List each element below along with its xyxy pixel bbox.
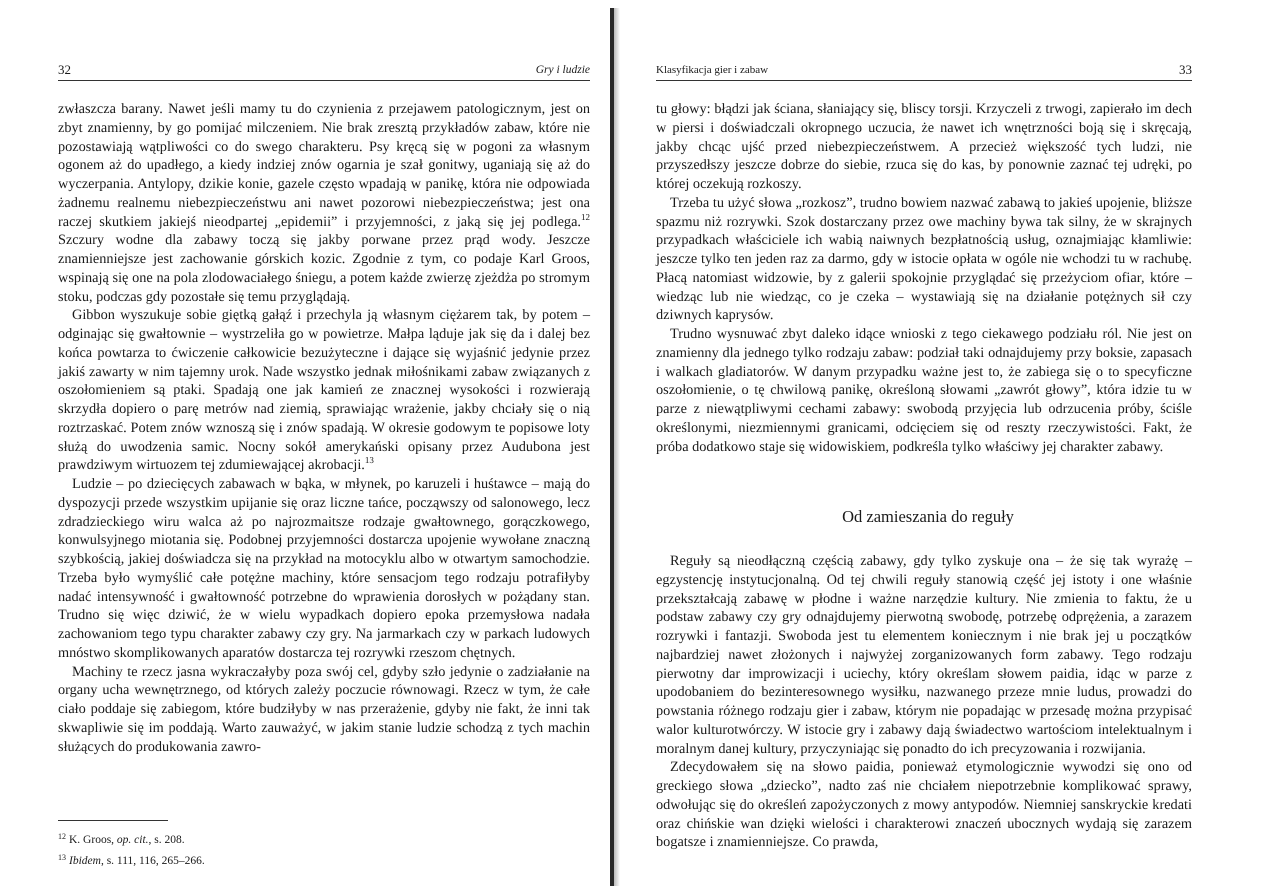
- body-text-lower: [656, 552, 1192, 852]
- header-rule: [58, 80, 590, 81]
- footnote: $^{12}$ K. Groos, op. cit., s. 208.: [58, 832, 185, 846]
- paragraph: tu głowy: błądzi jak ściana, słaniający się, bliscy torsji. Krzyczeli z trwogi, zapierało im dech w piersi i doświadczali okropnego uczucia, że nawet ich wnętrzności boją się i skręcają, jakby chcąc ujść przed niebezpieczeństwem. A przecież większość tych ludzi, nie przyszedłszy jeszcze dobrze do siebie, rzuca się do kas, by ponownie zaznać tej udręki, po której oczekują rozkoszy.: [656, 101, 1192, 192]
- left-page: [0, 0, 610, 894]
- paragraph: zwłaszcza barany. Nawet jeśli mamy tu do czynienia z przejawem patologicznym, jest on zbyt znamienny, by go pomijać milczeniem. Nie brak zresztą przykładów zabaw, które nie pozostawiają wątpliwości co do swego charakteru. Psy kręcą się w pogoni za własnym ogonem aż do upadłego, a kiedy indziej znów ogarnia je szał gonitwy, uganiają się aż do wyczerpania. Antylopy, dzikie konie, gazele często wpadają w panikę, która nie odpowiada żadnemu realnemu niebezpieczeństwu ani nawet pozorowi niebezpieczeństwa; jest ona raczej skutkiem jakiejś nieodpartej „epidemii” i przyjemności, z jaką się jej podlega.$^{12}$ Szczury wodne dla zabawy toczą się jakby porwane przez prąd wody. Jeszcze znamienniejsze jest zachowanie górskich kozic. Zgodnie z tym, co podaje Karl Groos, wspinają się one na pola zlodowaciałego śniegu, a potem każde zwierzę zjeżdża po stromym stoku, podczas gdy pozostałe się temu przyglądają.: [58, 101, 590, 305]
- running-head: Klasyfikacja gier i zabaw: [656, 64, 769, 76]
- header-rule: [656, 80, 1192, 81]
- paragraph: Trudno wysnuwać zbyt daleko idące wnioski z tego ciekawego podziału ról. Nie jest on znamienny dla jednego tylko rodzaju zabaw: podział taki odnajdujemy przy boksie, zapasach i walkach gladiatorów. W danym przypadku ważne jest to, że zabiega się o to specyficzne oszołomienie, o tę chwilową panikę, określoną słowami „zawrót głowy”, która idzie tu w parze z niewątpliwymi cechami zabawy: swobodą przyjęcia lub odrzucenia próby, ściśle określonymi, niezmiennymi granicami, odcięciem się od reszty rzeczywistości. Fakt, że próba dodatkowo staje się widowiskiem, podkreśla tylko właściwy jej charakter zabawy.: [656, 326, 1192, 455]
- paragraph: Machiny te rzecz jasna wykraczałyby poza swój cel, gdyby szło jedynie o zadziałanie na organy ucha wewnętrznego, od których zależy poczucie równowagi. Rzecz w tym, że całe ciało poddaje się zabiegom, które budziłyby w nas przerażenie, gdyby nie fakt, że inni tak skwapliwie się im poddają. Warto zauważyć, w jakim stanie ludzie schodzą z tych machin służących do produkowania zawro-: [58, 663, 590, 755]
- footnote: $^{13}$ Ibidem, s. 111, 116, 265–266.: [58, 853, 205, 867]
- paragraph: Trzeba tu użyć słowa „rozkosz”, trudno bowiem nazwać zabawą to jakieś upojenie, bliższe spazmu niż rozrywki. Szok dostarczany przez owe machiny bywa tak silny, że w skrajnych przypadkach właściciele ich wabią naiwnych bezpłatnością usług, oznajmiając kłamliwie: jeszcze tylko ten jeden raz za darmo, gdy w istocie opłata w ogóle nie wchodzi tu w rachubę. Płacą natomiast widzowie, by z galerii spokojnie przyglądać się przeżyciom ofiar, które – wiedząc lub nie wiedząc, co je czeka – wystawiają się na działanie potężnych sił czy dziwnych kaprysów.: [656, 194, 1192, 324]
- footnote-ref: 12: [581, 211, 590, 222]
- paragraph: Zdecydowałem się na słowo paidia, ponieważ etymologicznie wywodzi się ono od greckiego słowa „dziecko”, nadto zaś nie chciałem niepotrzebnie komplikować sprawy, odwołując się do określeń zapożyczonych z mowy antypodów. Niemniej sanskryckie kredati oraz chińskie wan dzięki wielości i charakterowi znaczeń ubocznych wydają się zarazem bogatsze i znamienniejsze. Co prawda,: [656, 759, 1192, 851]
- paragraph: Gibbon wyszukuje sobie giętką gałąź i przechyla ją własnym ciężarem tak, by potem – odginając się gwałtownie – wystrzeliła go w powietrze. Małpa ląduje jak się da i dalej bez końca powtarza to ćwiczenie całkowicie bezużyteczne i dające się wyjaśnić jedynie przez jakiś zawarty w nim tajemny urok. Nade wszystko jednak miłośnikami zabaw związanych z oszołomieniem są ptaki. Spadają one jak kamień ze znacznej wysokości i rozwierają skrzydła dopiero o parę metrów nad ziemią, sprawiając wrażenie, jakby chciały się o nią roztrzaskać. Potem znów wznoszą się i znów spadają. W okresie godowym te popisowe loty służą do uwodzenia samic. Nocny sokół amerykański opisany przez Audubona jest prawdziwym wirtuozem tej zdumiewającej akrobacji.$^{13}$: [58, 307, 590, 474]
- footnote-ref: 13: [364, 455, 374, 466]
- right-page: [618, 0, 1262, 894]
- paragraph: Ludzie – po dziecięcych zabawach w bąka, w młynek, po karuzeli i huśtawce – mają do dyspozycji przede wszystkim upijanie się oraz liczne tańce, począwszy od salonowego, lecz zdradzieckiego wiru walca aż po najrozmaitsze rodzaje gwałtownego, gorączkowego, konwulsyjnego miotania się. Podobnej przyjemności dostarcza upojenie wywołane znaczną szybkością, jakiej doświadcza się na przykład na motocyklu albo w otwartym samochodzie. Trzeba było wymyślić całe potężne machiny, które sensacjom tego rodzaju potrafiłyby nadać intensywność i gwałtowność potrzebne do wprawienia dorosłych w pożądany stan. Trudno się więc dziwić, że w wielu wypadkach dopiero epoka przemysłowa nadała zachowaniom tego typu charakter zabawy czy gry. Na jarmarkach czy w parkach ludowych mnóstwo skomplikowanych aparatów dostarcza tej rozrywki rzeszom chętnych.: [58, 476, 590, 661]
- page-number: 33: [1179, 62, 1192, 77]
- paragraph: Reguły są nieodłączną częścią zabawy, gdy tylko zyskuje ona – że się tak wyrażę – egzystencję instytucjonalną. Od tej chwili reguły stanowią część jej istoty i one właśnie przekształcają zabawę w płodne i ważne narzędzie kultury. Nie zmienia to faktu, że u podstaw zabawy czy gry odnajdujemy pierwotną swobodę, potrzebę odprężenia, a zarazem rozrywki i fantazji. Swoboda jest tu elementem koniecznym i nie brak jej u początków najbardziej nawet złożonych i najwyżej zorganizowanych form zabawy. Tego rodzaju pierwotny dar improwizacji i uciechy, który określam słowem paidia, idąc w parze z upodobaniem do bezinteresownego wysiłku, nazwanego przeze mnie ludus, prowadzi do powstania różnego rodzaju gier i zabaw, którym nie popadając w przesadę można przypisać walor kulturotwórczy. W istocie gry i zabawy dają świadectwo wartościom intelektualnym i moralnym danej kultury, przyczyniając się ponadto do ich precyzowania i rozwijania.: [656, 553, 1192, 757]
- page-number: 32: [58, 62, 71, 77]
- section-title: Od zamieszania do reguły: [842, 507, 1014, 526]
- running-head: Gry i ludzie: [535, 64, 590, 76]
- body-text-upper: [656, 100, 1192, 456]
- body-text: [58, 100, 590, 756]
- footnotes: [58, 828, 205, 870]
- footnote-rule: [58, 820, 168, 821]
